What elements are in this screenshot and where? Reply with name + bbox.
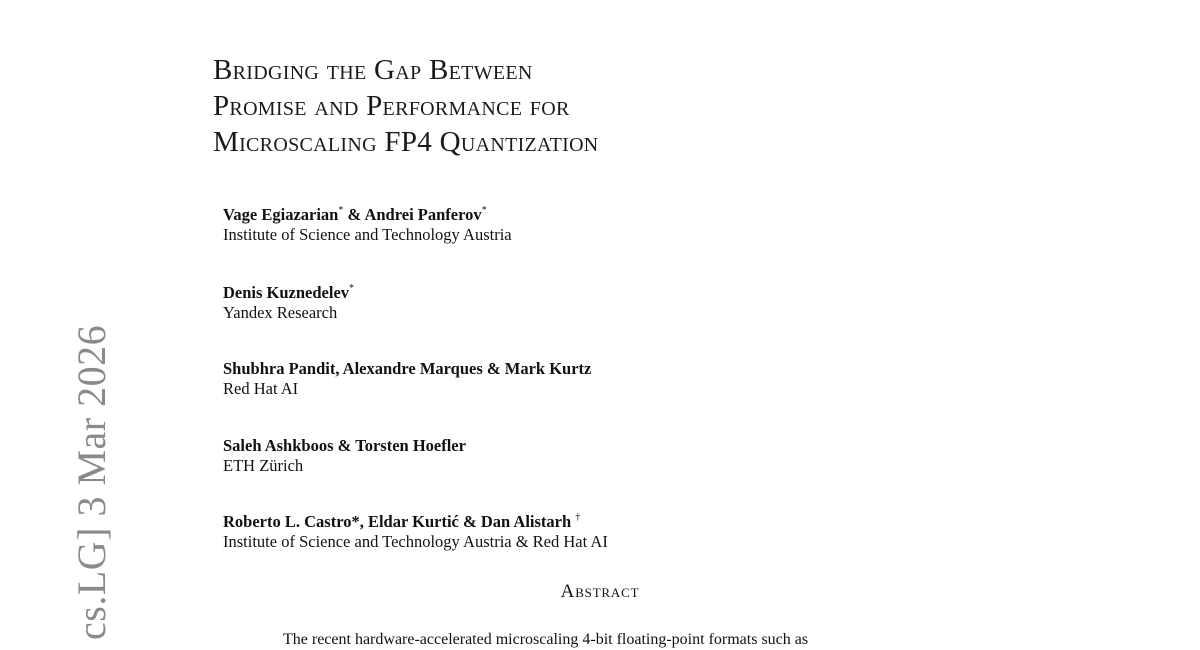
author-block-3: [223, 359, 591, 399]
author-affiliation: Red Hat AI: [223, 379, 299, 398]
author-block-4: [223, 436, 466, 476]
author-block-5: [223, 512, 608, 552]
author-name: Saleh Ashkboos & Torsten Hoefler: [223, 436, 466, 455]
title-line-1: Bridging the Gap Between: [213, 54, 533, 86]
author-affiliation: ETH Zürich: [223, 456, 304, 475]
abstract-heading-text: Abstract: [560, 581, 640, 602]
author-names: [223, 359, 591, 379]
title-line-2: Promise and Performance for: [213, 90, 570, 122]
author-names: [223, 512, 608, 532]
author-block-2: [223, 283, 354, 323]
author-name: Denis Kuznedelev: [223, 283, 350, 302]
author-name: Roberto L. Castro*, Eldar Kurtić & Dan Alistarh: [223, 512, 572, 531]
author-names: [223, 436, 466, 456]
title-line-3: Microscaling FP4 Quantization: [213, 126, 599, 158]
author-names: [223, 283, 354, 303]
author-affiliation: Institute of Science and Technology Austria & Red Hat AI: [223, 532, 608, 551]
abstract-text: The recent hardware-accelerated microscaling 4-bit floating-point formats such as: [283, 631, 809, 648]
author-names: [223, 205, 512, 225]
abstract-heading: [0, 581, 1200, 603]
author-name: Shubhra Pandit, Alexandre Marques & Mark Kurtz: [223, 359, 592, 378]
author-affiliation: Yandex Research: [223, 303, 338, 322]
author-name: Vage Egiazarian: [223, 205, 339, 224]
equal-contribution-mark: *: [338, 205, 344, 216]
author-affiliation: Institute of Science and Technology Austria: [223, 225, 512, 244]
corresponding-author-mark: †: [575, 512, 581, 523]
author-name: Andrei Panferov: [364, 205, 482, 224]
equal-contribution-mark: *: [349, 283, 355, 294]
author-separator: &: [343, 205, 365, 224]
equal-contribution-mark: *: [481, 205, 487, 216]
author-block-1: [223, 205, 512, 245]
paper-title: [213, 52, 599, 160]
arxiv-identifier-stamp: cs.LG] 3 Mar 2026: [69, 324, 114, 640]
